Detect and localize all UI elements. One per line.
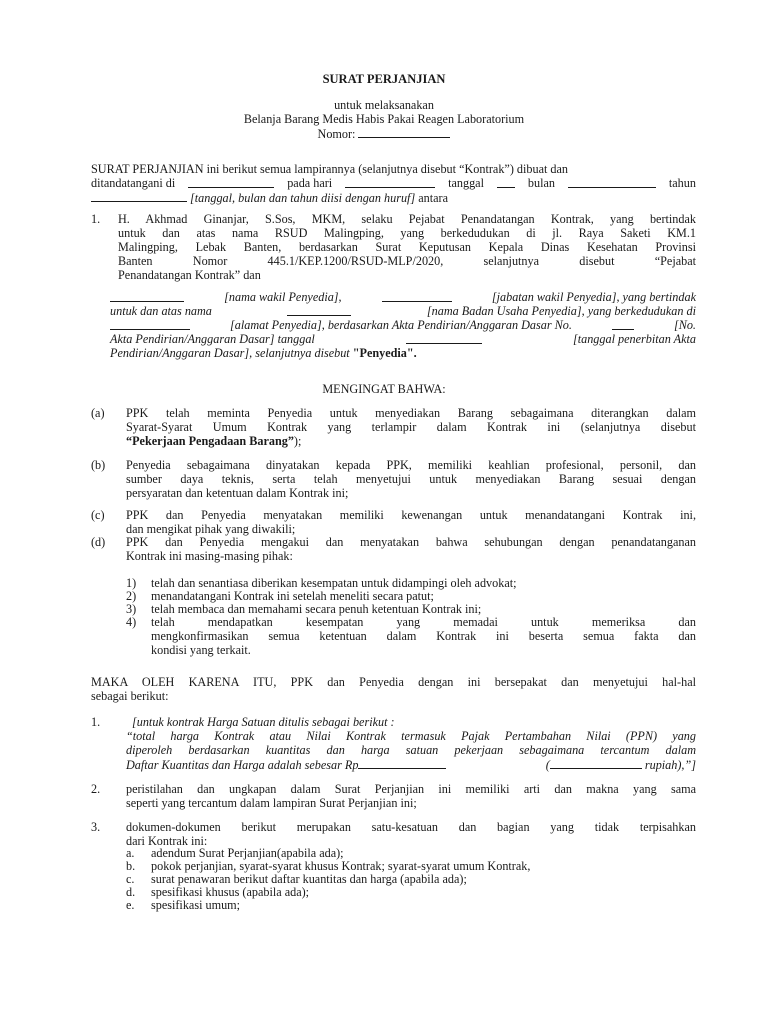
item-1-line-2: “total harga Kontrak atau Nilai Kontrak termasuk Pajak Pertambahan Nilai (PPN) yang (126, 729, 696, 743)
item-1-rp-group (126, 757, 446, 772)
party2-company: [nama Badan Usaha Penyedia], yang berkedudukan di (426, 304, 696, 318)
d-item-3-text: telah membaca dan memahami secara penuh ketentuan Kontrak ini; (151, 602, 482, 616)
item-1-num: 1. (91, 715, 101, 729)
item-b-text (126, 458, 696, 500)
d-item-4-num: 4) (126, 615, 137, 629)
d-item-4-line-3: kondisi yang terkait. (151, 643, 251, 657)
item-1-paren: ( (545, 758, 550, 772)
item-3-line-2: dari Kontrak ini: (126, 834, 208, 848)
item-c-line-2: dan mengikat pihak yang diwakili; (126, 522, 296, 536)
intro-ditandatangani: ditandatangani di (91, 176, 176, 190)
d-item-3-num: 3) (126, 602, 137, 616)
party2-line-1 (110, 290, 696, 304)
subtitle-line-2: Belanja Barang Medis Habis Pakai Reagen Laboratorium (243, 112, 525, 126)
sub-d-text: spesifikasi khusus (apabila ada); (151, 885, 310, 899)
blank-akta-date (406, 332, 482, 344)
d-item-4-text (151, 615, 696, 657)
blank-year (91, 190, 187, 202)
d-item-2-text: menandatangani Kontrak ini setelah meneliti secara patut; (151, 589, 434, 603)
intro-line-2 (91, 176, 696, 190)
item-1-words-group (546, 757, 696, 772)
item-a-text (126, 406, 696, 448)
party2-line-3 (110, 318, 696, 332)
item-c-label: (c) (91, 508, 105, 522)
nomor-label: Nomor: (317, 127, 356, 141)
d-item-2-num: 2) (126, 589, 137, 603)
intro-pada-hari: pada hari (287, 176, 333, 190)
d-item-4-line-2: mengkonfirmasikan semua ketentuan dalam Kontrak ini beserta semua fakta dan (151, 629, 696, 643)
item-c-text (126, 508, 696, 536)
maka-text (91, 675, 696, 703)
item-3-num: 3. (91, 820, 101, 834)
sub-e-text: spesifikasi umum; (151, 898, 241, 912)
blank-amount (358, 757, 446, 769)
party2-penyedia: "Penyedia". (352, 346, 417, 360)
sub-d-num: d. (126, 885, 136, 899)
sub-c-text: surat penawaran berikut daftar kuantitas dan harga (apabila ada); (151, 872, 467, 886)
item-a-tail: ); (293, 434, 302, 448)
party1-text (118, 212, 696, 282)
blank-date (497, 176, 515, 188)
intro-antara: antara (418, 191, 449, 205)
intro-tahun: tahun (668, 176, 696, 190)
blank-rep-title (382, 290, 452, 302)
item-d-text (126, 535, 696, 563)
intro-tanggal: tanggal (448, 176, 484, 190)
item-2-line-2: seperti yang tercantum dalam lampiran Surat Perjanjian ini; (126, 796, 417, 810)
party1-line-4: Banten Nomor 445.1/KEP.1200/RSUD-MLP/2020, selanjutnya disebut “Pejabat (118, 254, 696, 268)
maka-line-2: sebagai berikut: (91, 689, 169, 703)
blank-place (188, 176, 274, 188)
nomor-line (0, 126, 768, 141)
party2-rep-name: [nama wakil Penyedia], (224, 290, 342, 304)
party2-line-4 (110, 332, 696, 346)
item-d-line-2: Kontrak ini masing-masing pihak: (126, 549, 293, 563)
item-2-line-1: peristilahan dan ungkapan dalam Surat Perjanjian ini memiliki arti dan makna yang sama (126, 782, 696, 796)
item-2-num: 2. (91, 782, 101, 796)
nomor-blank (358, 126, 450, 138)
blank-rep-name (110, 290, 184, 302)
intro-bulan: bulan (527, 176, 555, 190)
item-b-label: (b) (91, 458, 106, 472)
sub-a-text: adendum Surat Perjanjian(apabila ada); (151, 846, 344, 860)
party2-line-5 (110, 346, 696, 360)
sub-e-num: e. (126, 898, 135, 912)
item-b-line-2: sumber daya teknis, serta telah menyetujui untuk menyediakan Barang sesuai dengan (126, 472, 696, 486)
item-b-line-1: Penyedia sebagaimana dinyatakan kepada PPK, memiliki keahlian profesional, personil, dan (126, 458, 696, 472)
blank-month (568, 176, 656, 188)
item-1-line-3: diperoleh berdasarkan kuantitas dan harga satuan pekerjaan sebagaimana tercantum dalam (126, 743, 696, 757)
party2-text (110, 290, 696, 360)
party1-line-1: H. Akhmad Ginanjar, S.Sos, MKM, selaku Pejabat Penandatangan Kontrak, yang bertindak (118, 212, 696, 226)
mengingat-heading: MENGINGAT BAHWA: (322, 382, 446, 396)
party1-line-5 (118, 268, 696, 282)
d-item-1-num: 1) (126, 576, 137, 590)
intro-line-3 (91, 190, 696, 205)
document-title: SURAT PERJANJIAN (322, 72, 446, 86)
party2-called: Pendirian/Anggaran Dasar], selanjutnya disebut (110, 346, 350, 360)
sub-b-text: pokok perjanjian, syarat-syarat khusus Kontrak; syarat-syarat umum Kontrak, (151, 859, 531, 873)
item-c-line-1: PPK dan Penyedia menyatakan memiliki kewenangan untuk menandatangani Kontrak ini, (126, 508, 696, 522)
item-d-label: (d) (91, 535, 106, 549)
party2-akta-issued: [tanggal penerbitan Akta (572, 332, 696, 346)
party1-line-2: untuk dan atas nama RSUD Malingping, yang berkedudukan di jl. Raya Saketi KM.1 (118, 226, 696, 240)
blank-akta-no (612, 318, 634, 330)
item-3-text (126, 820, 696, 848)
d-item-4-line-1: telah mendapatkan kesempatan yang memadai untuk memeriksa dan (151, 615, 696, 629)
item-a-line-3 (126, 434, 696, 448)
item-1-line-1: [untuk kontrak Harga Satuan ditulis sebagai berikut : (132, 715, 395, 729)
party2-address: [alamat Penyedia], berdasarkan Akta Pendirian/Anggaran Dasar No. (230, 318, 572, 332)
item-3-line-1: dokumen-dokumen berikut merupakan satu-kesatuan dan bagian yang tidak terpisahkan (126, 820, 696, 834)
party1-last-text: Penandatangan Kontrak” dan (118, 268, 261, 282)
item-2-text (126, 782, 696, 810)
item-a-line-1: PPK telah meminta Penyedia untuk menyediakan Barang sebagaimana diterangkan dalam (126, 406, 696, 420)
blank-address (110, 318, 190, 330)
blank-day (345, 176, 435, 188)
party1-number: 1. (91, 212, 101, 226)
blank-company (287, 304, 351, 316)
sub-b-num: b. (126, 859, 136, 873)
d-item-1-text: telah dan senantiasa diberikan kesempatan untuk didampingi oleh advokat; (151, 576, 517, 590)
item-1-rp-label: Daftar Kuantitas dan Harga adalah sebesar Rp (126, 758, 359, 772)
sub-c-num: c. (126, 872, 135, 886)
item-1-line-4 (126, 757, 696, 772)
item-a-label: (a) (91, 406, 105, 420)
intro-date-note: [tanggal, bulan dan tahun diisi dengan huruf] (190, 191, 416, 205)
item-1-rupiah: rupiah),”] (644, 758, 696, 772)
subtitle-line-1: untuk melaksanakan (334, 98, 434, 112)
party2-rep-title: [jabatan wakil Penyedia], yang bertindak (491, 290, 696, 304)
party2-for: untuk dan atas nama (110, 304, 212, 318)
item-b-line-3: persyaratan dan ketentuan dalam Kontrak ini; (126, 486, 349, 500)
party2-akta-no: [No. (673, 318, 696, 332)
item-d-line-1: PPK dan Penyedia mengakui dan menyatakan bahwa sehubungan dengan penandatanganan (126, 535, 696, 549)
item-a-bold: “Pekerjaan Pengadaan Barang” (126, 434, 294, 448)
item-1-text (126, 715, 696, 772)
party1-line-3: Malingping, Lebak Banten, berdasarkan Surat Keputusan Kepala Dinas Kesehatan Provinsi (118, 240, 696, 254)
intro-line-1: SURAT PERJANJIAN ini berikut semua lampirannya (selanjutnya disebut “Kontrak”) dibuat dan (91, 162, 569, 176)
sub-a-num: a. (126, 846, 135, 860)
party2-akta-date: Akta Pendirian/Anggaran Dasar] tanggal (110, 332, 315, 346)
blank-amount-words (550, 757, 642, 769)
item-a-line-2: Syarat-Syarat Umum Kontrak yang terlampir dalam Kontrak ini (selanjutnya disebut (126, 420, 696, 434)
party2-line-2 (110, 304, 696, 318)
maka-line-1: MAKA OLEH KARENA ITU, PPK dan Penyedia dengan ini bersepakat dan menyetujui hal-hal (91, 675, 696, 689)
